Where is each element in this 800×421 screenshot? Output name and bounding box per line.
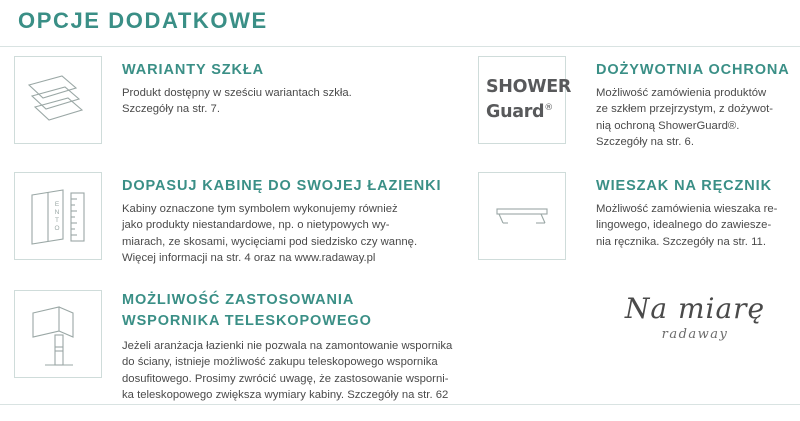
text-line: ka teleskopowego zwiększa wymiary kabiny. Szczegóły na str. 62 bbox=[122, 389, 449, 402]
telescopic-support-icon-svg bbox=[15, 291, 101, 377]
text-line: Jeżeli aranżacja łazienki nie pozwala na zamontowanie wspornika bbox=[122, 340, 453, 352]
svg-text:E: E bbox=[54, 201, 60, 208]
text-line: jako produkty niestandardowe, np. o nietypowych wy- bbox=[122, 219, 390, 232]
svg-text:O: O bbox=[54, 225, 60, 232]
text-line: miarach, ze skosami, wycięciami pod siedzisko czy wannę. bbox=[122, 235, 418, 248]
text-line: Szczegóły na str. 7. bbox=[122, 103, 220, 116]
telescopic-support-icon bbox=[14, 290, 102, 378]
text-line: Szczegóły na str. 6. bbox=[596, 136, 694, 149]
showerguard-section-text bbox=[596, 85, 800, 151]
glass-panes-icon-svg bbox=[15, 57, 101, 143]
hanger-section-text bbox=[596, 201, 800, 250]
text-line: Kabiny oznaczone tym symbolem wykonujemy również bbox=[122, 203, 398, 215]
showerguard-section-title: DOŻYWOTNIA OCHRONA bbox=[596, 62, 790, 78]
text-line: lingowego, idealnego do zawiesze- bbox=[596, 219, 772, 232]
custom-section-title: DOPASUJ KABINĘ DO SWOJEJ ŁAZIENKI bbox=[122, 178, 442, 194]
text-line: nią ochroną ShowerGuard®. bbox=[596, 119, 740, 132]
showerguard-logo-line-2 bbox=[486, 98, 553, 123]
showerguard-logo-icon bbox=[478, 56, 572, 144]
showerguard-logo-text bbox=[479, 57, 572, 143]
showerguard-logo-line-2-text: Guard bbox=[486, 101, 545, 122]
glass-section-title: WARIANTY SZKŁA bbox=[122, 62, 265, 78]
towel-rail-icon-svg bbox=[479, 173, 565, 259]
telescope-section-title-line-2: WSPORNIKA TELESKOPOWEGO bbox=[122, 313, 372, 329]
showerguard-logo-line-1: SHOWER bbox=[486, 77, 572, 98]
text-line: ze szkłem przejrzystym, z dożywot- bbox=[596, 103, 774, 116]
svg-text:T: T bbox=[55, 217, 59, 224]
registered-mark-icon: ® bbox=[544, 103, 553, 114]
brand-logo bbox=[600, 292, 790, 342]
text-line: do ściany, istnieje możliwość zakupu teleskopowego wspornika bbox=[122, 356, 438, 369]
svg-text:N: N bbox=[54, 209, 60, 216]
divider-top bbox=[0, 46, 800, 47]
glass-section-text bbox=[122, 85, 452, 118]
text-line: dosufitowego. Prosimy zwrócić uwagę, że zastosowanie wsporni- bbox=[122, 372, 449, 385]
glass-panes-icon bbox=[14, 56, 102, 144]
telescope-section-text bbox=[122, 338, 542, 404]
towel-rail-icon bbox=[478, 172, 566, 260]
telescope-section-title-line-1: MOŻLIWOŚĆ ZASTOSOWANIA bbox=[122, 292, 355, 308]
brand-name: Na miarę bbox=[624, 292, 766, 325]
text-line: Produkt dostępny w sześciu wariantach szkła. bbox=[122, 87, 352, 99]
text-line: Możliwość zamówienia wieszaka re- bbox=[596, 203, 778, 215]
page-title: OPCJE DODATKOWE bbox=[18, 8, 268, 33]
text-line: Więcej informacji na str. 4 oraz na www.radaway.pl bbox=[122, 252, 376, 265]
measure-cabin-icon bbox=[14, 172, 102, 260]
custom-section-text bbox=[122, 201, 482, 267]
text-line: nia ręcznika. Szczegóły na str. 11. bbox=[596, 235, 766, 248]
hanger-section-title: WIESZAK NA RĘCZNIK bbox=[596, 178, 772, 194]
measure-cabin-icon-svg bbox=[15, 173, 101, 259]
brand-company: radaway bbox=[661, 327, 729, 342]
divider-bottom bbox=[0, 404, 800, 405]
text-line: Możliwość zamówienia produktów bbox=[596, 87, 767, 99]
